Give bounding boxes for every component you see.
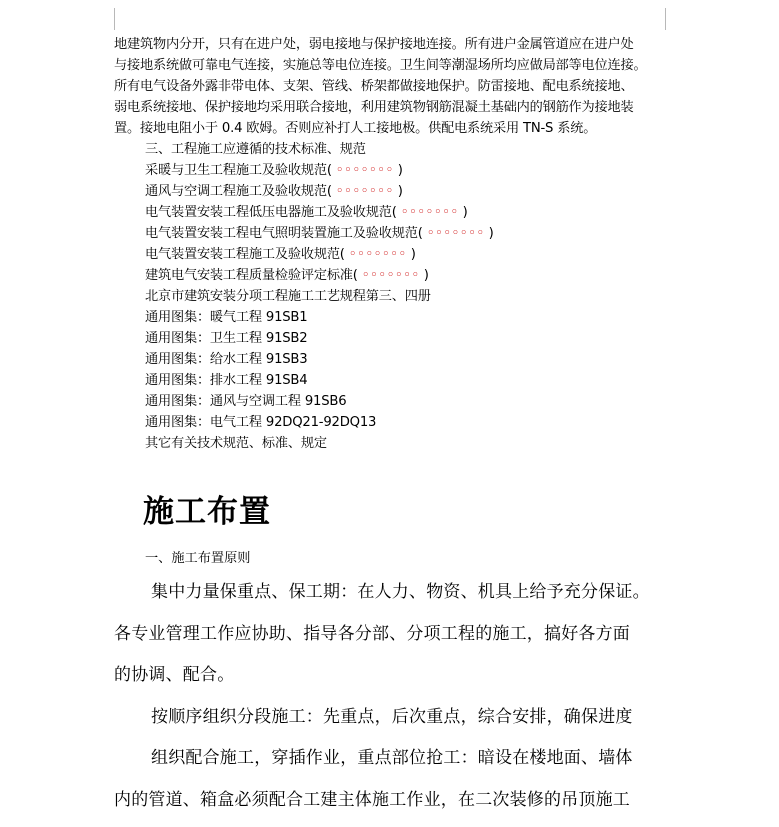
closing-paren: ) bbox=[488, 226, 494, 241]
body-line: 的协调、配合。 bbox=[114, 665, 235, 685]
section-subtitle: 一、施工布置原则 bbox=[145, 551, 251, 566]
atlas-item: 通用图集：排水工程 91SB4 bbox=[145, 373, 308, 388]
body-line: 按顺序组织分段施工：先重点，后次重点，综合安排，确保进度 bbox=[151, 706, 633, 727]
closing-paren: ) bbox=[397, 184, 403, 199]
closing-paren: ) bbox=[462, 205, 468, 220]
atlas-item: 通用图集：电气工程 92DQ21-92DQ13 bbox=[145, 415, 377, 430]
crop-mark-right bbox=[665, 8, 666, 30]
closing-paren: ) bbox=[397, 163, 403, 178]
atlas-item: 通用图集：暖气工程 91SB1 bbox=[145, 310, 308, 325]
standard-item bbox=[114, 181, 670, 202]
paragraph-line: 所有电气设备外露非带电体、支架、管线、桥架都做接地保护。防雷接地、配电系统接地、 bbox=[114, 79, 634, 94]
placeholder-dots: ◦◦◦◦◦◦◦ bbox=[426, 226, 485, 241]
body-text bbox=[114, 34, 670, 454]
standard-item bbox=[114, 160, 670, 181]
section-body bbox=[114, 572, 674, 821]
paragraph-line: 置。接地电阻小于 0.4 欧姆。否则应补打人工接地极。供配电系统采用 TN-S 系统。 bbox=[114, 121, 597, 136]
body-line: 集中力量保重点、保工期：在人力、物资、机具上给予充分保证。 bbox=[151, 582, 650, 602]
placeholder-dots: ◦◦◦◦◦◦◦ bbox=[335, 184, 394, 199]
closing-paren: ) bbox=[423, 268, 429, 283]
paragraph-line: 地建筑物内分开，只有在进户处，弱电接地与保护接地连接。所有进户金属管道应在进户处 bbox=[114, 37, 634, 52]
body-line: 内的管道、箱盒必须配合工建主体施工作业，在二次装修的吊顶施工 bbox=[114, 789, 630, 810]
paragraph-line: 与接地系统做可靠电气连接，实施总等电位连接。卫生间等潮湿场所均应做局部等电位连接。 bbox=[114, 58, 647, 73]
standard-plain-item: 北京市建筑安装分项工程施工工艺规程第三、四册 bbox=[145, 289, 431, 304]
standard-plain-item: 其它有关技术规范、标准、规定 bbox=[145, 436, 327, 451]
standard-title: 电气装置安装工程施工及验收规范( bbox=[145, 247, 345, 262]
body-line: 组织配合施工，穿插作业，重点部位抢工：暗设在楼地面、墙体 bbox=[151, 748, 633, 768]
standard-item bbox=[114, 223, 670, 244]
standard-title: 电气装置安装工程电气照明装置施工及验收规范( bbox=[145, 226, 423, 241]
placeholder-dots: ◦◦◦◦◦◦◦ bbox=[361, 268, 420, 283]
crop-mark-left bbox=[114, 8, 115, 30]
standards-heading: 三、工程施工应遵循的技术标准、规范 bbox=[145, 142, 366, 157]
grounding-paragraph bbox=[114, 34, 670, 139]
atlas-item: 通用图集：给水工程 91SB3 bbox=[145, 352, 308, 367]
atlas-item: 通用图集：通风与空调工程 91SB6 bbox=[145, 394, 347, 409]
section-title: 施工布置 bbox=[143, 494, 271, 530]
standard-item bbox=[114, 202, 670, 223]
standard-title: 电气装置安装工程低压电器施工及验收规范( bbox=[145, 205, 397, 220]
standard-item bbox=[114, 244, 670, 265]
standard-title: 通风与空调工程施工及验收规范( bbox=[145, 184, 332, 199]
placeholder-dots: ◦◦◦◦◦◦◦ bbox=[348, 247, 407, 262]
closing-paren: ) bbox=[410, 247, 416, 262]
standard-item bbox=[114, 265, 670, 286]
atlas-item: 通用图集：卫生工程 91SB2 bbox=[145, 331, 308, 346]
standard-title: 建筑电气安装工程质量检验评定标准( bbox=[145, 268, 358, 283]
standard-title: 采暖与卫生工程施工及验收规范( bbox=[145, 163, 332, 178]
placeholder-dots: ◦◦◦◦◦◦◦ bbox=[400, 205, 459, 220]
paragraph-line: 弱电系统接地、保护接地均采用联合接地，利用建筑物钢筋混凝土基础内的钢筋作为接地装 bbox=[114, 100, 634, 115]
body-line: 各专业管理工作应协助、指导各分部、分项工程的施工，搞好各方面 bbox=[114, 623, 630, 644]
placeholder-dots: ◦◦◦◦◦◦◦ bbox=[335, 163, 394, 178]
